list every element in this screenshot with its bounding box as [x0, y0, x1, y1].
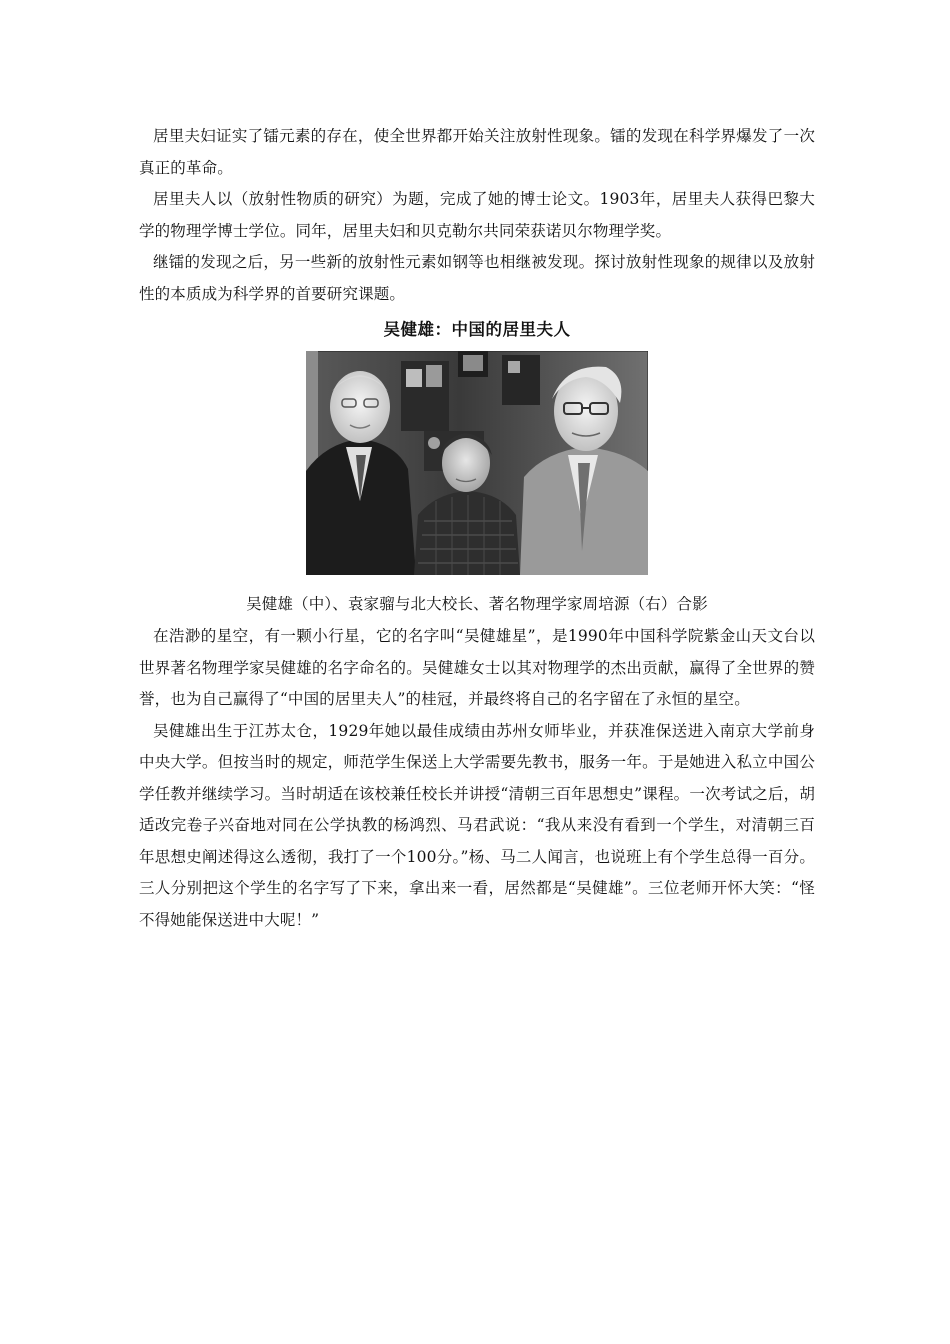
photo-caption: 吴健雄（中）、袁家骝与北大校长、著名物理学家周培源（右）合影 — [246, 595, 708, 613]
paragraph-radioactive-elements: 继镭的发现之后，另一些新的放射性元素如钢等也相继被发现。探讨放射性现象的规律以及放射性的本质成为科学界的首要研究课题。 — [139, 253, 815, 303]
section-title: 吴健雄：中国的居里夫人 — [383, 320, 571, 339]
paragraph-curie-doctorate: 居里夫人以（放射性物质的研究）为题，完成了她的博士论文。1903年，居里夫人获得巴黎大学的物理学博士学位。同年，居里夫妇和贝克勒尔共同荣获诺贝尔物理学奖。 — [139, 190, 815, 240]
paragraph-early-education: 吴健雄出生于江苏太仓，1929年她以最佳成绩由苏州女师毕业，并获准保送进入南京大学前身中央大学。但按当时的规定，师范学生保送上大学需要先教书，服务一年。于是她进入私立中国公学任教并继续学习。当时胡适在该校兼任校长并讲授“清朝三百年思想史”课程。一次考试之后，胡适改完卷子兴奋地对同在公学执教的杨鸿烈、马君武说：“我从来没有看到一个学生，对清朝三百年思想史阐述得这么透彻，我打了一个100分。”杨、马二人闻言，也说班上有个学生总得一百分。三人分别把这个学生的名字写了下来，拿出来一看，居然都是“吴健雄”。三位老师开怀大笑：“怪不得她能保送进中大呢！” — [139, 721, 815, 929]
paragraph-asteroid-naming: 在浩渺的星空，有一颗小行星，它的名字叫“吴健雄星”，是1990年中国科学院紫金山天文台以世界著名物理学家吴健雄的名字命名的。吴健雄女士以其对物理学的杰出贡献，赢得了全世界的赞誉，也为自己赢得了“中国的居里夫人”的桂冠，并最终将自己的名字留在了永恒的星空。 — [139, 627, 815, 708]
group-photo — [306, 351, 648, 575]
paragraph-radium-discovery: 居里夫妇证实了镭元素的存在，使全世界都开始关注放射性现象。镭的发现在科学界爆发了一次真正的革命。 — [139, 127, 815, 177]
document-body — [139, 121, 815, 936]
